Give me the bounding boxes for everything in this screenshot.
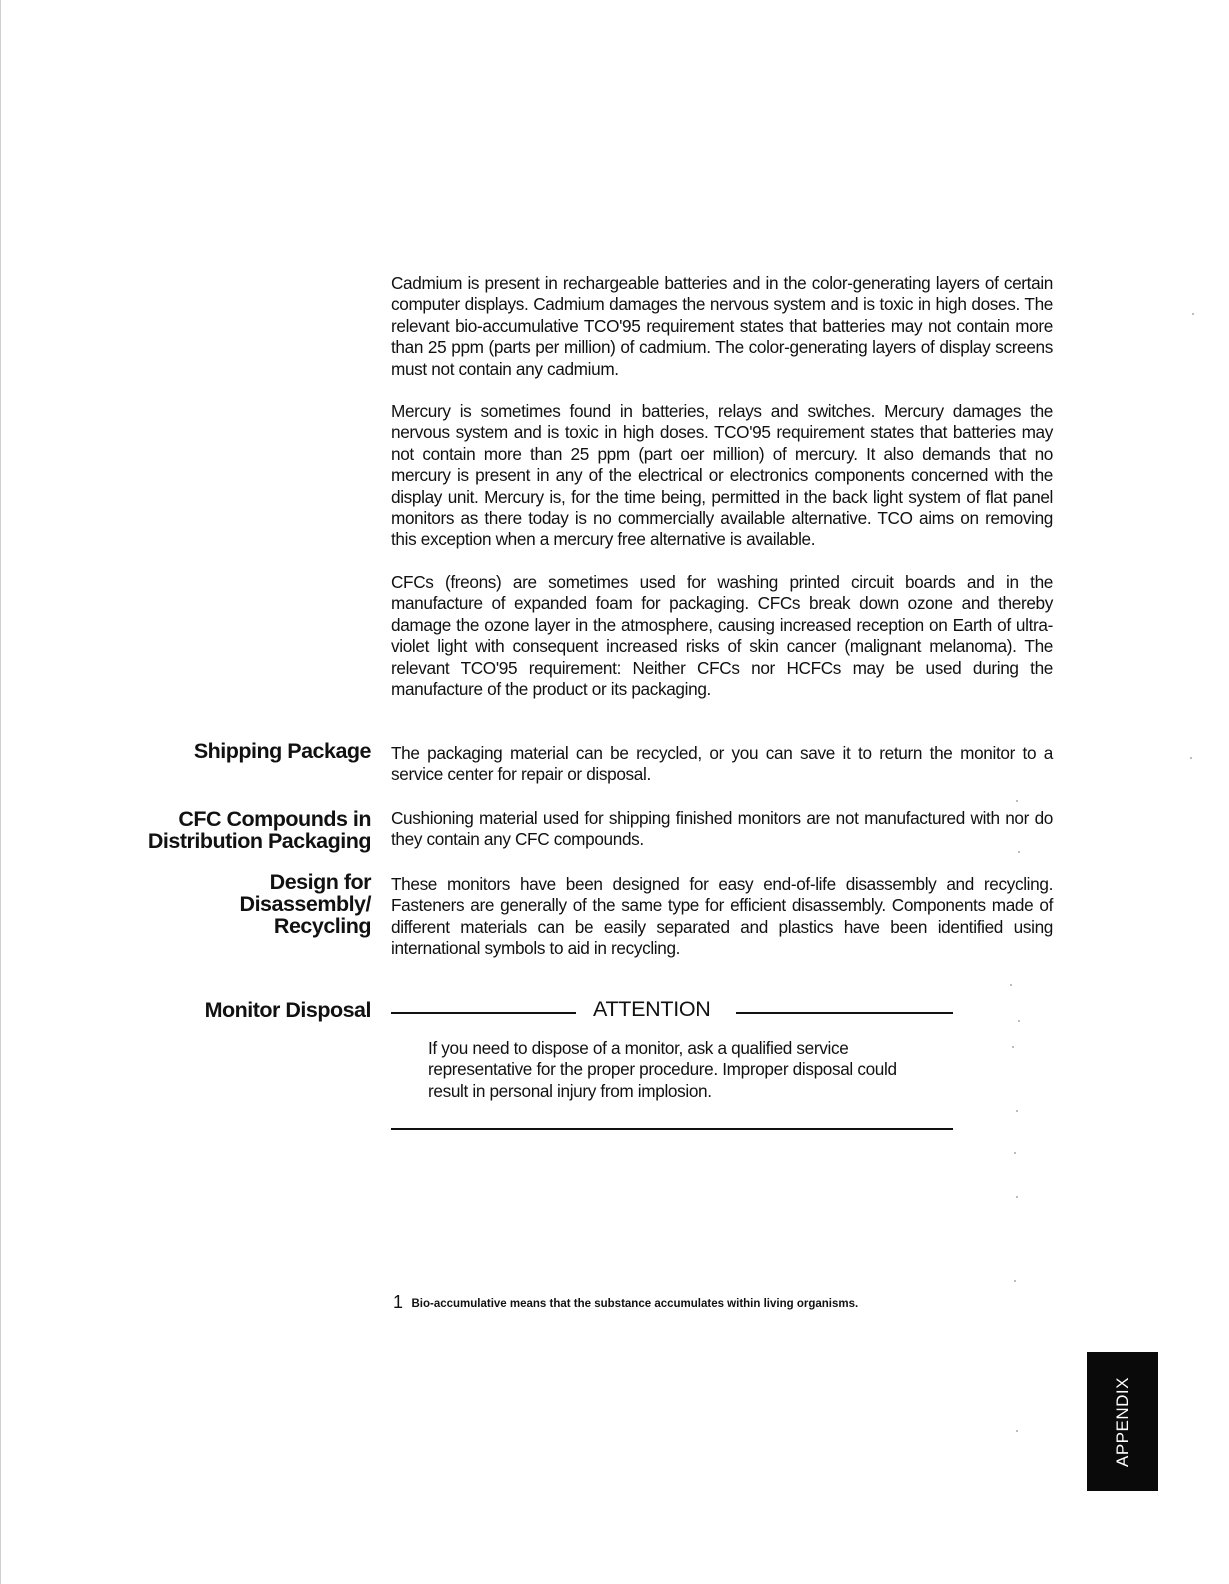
shipping-package-text: The packaging material can be recycled, or you can save it to return the monitor to a service center for repair or disposal.	[391, 743, 1053, 785]
attention-label: ATTENTION	[593, 997, 711, 1021]
scan-speck	[1018, 851, 1020, 853]
attention-rule-left	[391, 1012, 576, 1014]
appendix-tab	[1087, 1352, 1158, 1491]
cfc-paragraph: CFCs (freons) are sometimes used for washing printed circuit boards and in the manufacture of expanded foam for packaging. CFCs break down ozone and thereby damage the ozone layer in the atmosphere, causing increased reception on Earth of ultra-violet light with consequent increased risks of skin cancer (malignant melanoma). The relevant TCO'95 requirement: Neither CFCs nor HCFCs may be used during the manufacture of the product or its packaging.	[391, 572, 1053, 700]
footnote	[393, 1294, 858, 1315]
cfc-compounds-heading: CFC Compounds in Distribution Packaging	[147, 807, 371, 853]
cfc-compounds-text: Cushioning material used for shipping finished monitors are not manufactured with nor do they contain any CFC compounds.	[391, 808, 1053, 850]
scan-speck	[1016, 800, 1018, 802]
scan-speck	[1012, 1046, 1014, 1048]
scan-speck	[1192, 313, 1194, 315]
scan-speck	[1190, 757, 1192, 759]
scan-speck	[1016, 1110, 1018, 1112]
scan-speck	[1018, 1020, 1020, 1022]
scan-speck	[1014, 1152, 1016, 1154]
monitor-disposal-heading: Monitor Disposal	[204, 998, 371, 1022]
scan-speck	[1014, 1280, 1016, 1282]
scan-speck	[1016, 1430, 1018, 1432]
appendix-tab-label: APPENDIX	[1112, 1376, 1132, 1467]
scan-speck	[1010, 984, 1012, 986]
design-recycling-text: These monitors have been designed for easy end-of-life disassembly and recycling. Fasteners are generally of the same type for efficient disassembly. Components made of different materials can be easily separated and plastics have been identified using international symbols to aid in recycling.	[391, 874, 1053, 959]
footnote-text: Bio-accumulative means that the substance accumulates within living organisms.	[411, 1298, 859, 1310]
attention-rule-bottom	[391, 1128, 953, 1130]
cadmium-paragraph: Cadmium is present in rechargeable batteries and in the color-generating layers of certain computer displays. Cadmium damages the nervous system and is toxic in high doses. The relevant bio-accumulative TCO'95 requirement states that batteries may not contain more than 25 ppm (parts per million) of cadmium. The color-generating layers of display screens must not contain any cadmium.	[391, 273, 1053, 379]
scan-speck	[1016, 1196, 1018, 1198]
attention-text: If you need to dispose of a monitor, ask a qualified service representative for the proper procedure. Improper disposal could result in personal injury from implosion.	[428, 1038, 897, 1101]
design-recycling-heading: Design for Disassembly/ Recycling	[239, 870, 371, 938]
mercury-paragraph: Mercury is sometimes found in batteries, relays and switches. Mercury damages the nervous system and is toxic in high doses. TCO'95 requirement states that batteries may not contain more than 25 ppm (part oer million) of mercury. It also demands that no mercury is present in any of the electrical or electronics components concerned with the display unit. Mercury is, for the time being, permitted in the back light system of flat panel monitors as there today is no commercially available alternative. TCO aims on removing this exception when a mercury free alternative is available.	[391, 401, 1053, 550]
footnote-mark: 1	[393, 1292, 404, 1312]
attention-rule-right	[736, 1012, 953, 1014]
page-edge	[0, 0, 1, 1584]
shipping-package-heading: Shipping Package	[193, 739, 371, 763]
